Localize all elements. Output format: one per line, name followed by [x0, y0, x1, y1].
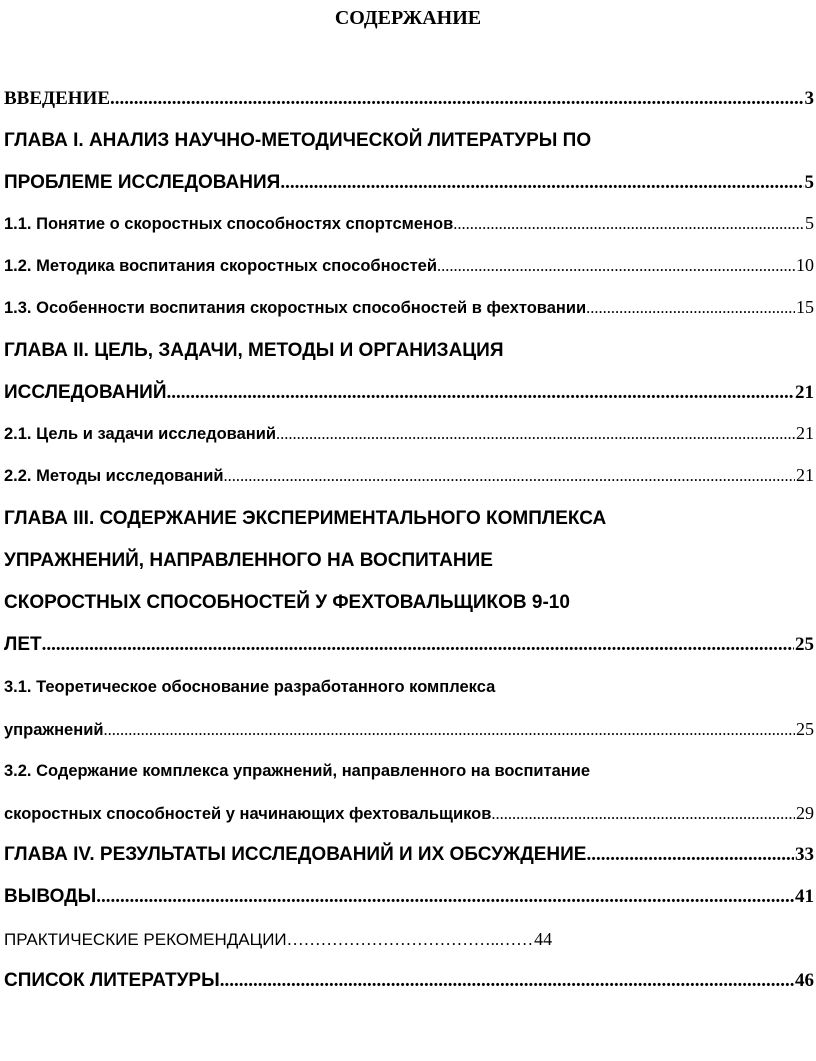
toc-entry-label: 1.3. Особенности воспитания скоростных способностей в фехтовании	[4, 299, 587, 317]
toc-page-number: 46	[795, 970, 814, 991]
toc-entry-chapter-4[interactable]	[4, 840, 814, 872]
toc-entry-label: СПИСОК ЛИТЕРАТУРЫ	[4, 970, 220, 991]
dot-leader	[453, 209, 804, 239]
dot-leader	[42, 630, 794, 660]
toc-page-number: 25	[796, 719, 814, 739]
toc-page-number: 29	[796, 803, 814, 823]
toc-entry-label: ВВЕДЕНИЕ	[4, 88, 110, 109]
toc-entry-label: 1.2. Методика воспитания скоростных способностей	[4, 257, 437, 275]
toc-entry-label: скоростных способностей у начинающих фехтовальщиков	[4, 805, 492, 823]
toc-entry-chapter-2[interactable]	[4, 378, 814, 410]
toc-page-number: 21	[795, 382, 814, 403]
dot-leader	[220, 966, 794, 996]
toc-page-number: 5	[804, 172, 814, 193]
toc-entry-label: ПРАКТИЧЕСКИЕ РЕКОМЕНДАЦИИ	[4, 930, 287, 949]
dot-leader	[280, 168, 803, 198]
toc-chapter-3-title-line-3[interactable]: СКОРОСТНЫХ СПОСОБНОСТЕЙ У ФЕХТОВАЛЬЩИКОВ 9-10	[4, 592, 570, 613]
dot-leader	[491, 799, 795, 829]
toc-entry-1-2[interactable]	[4, 250, 814, 282]
toc-entry-introduction[interactable]	[4, 84, 814, 116]
toc-entry-label: ЛЕТ	[4, 634, 42, 655]
toc-chapter-3-title-line-1[interactable]: ГЛАВА III. СОДЕРЖАНИЕ ЭКСПЕРИМЕНТАЛЬНОГО КОМПЛЕКСА	[4, 508, 607, 529]
toc-entry-label: упражнений	[4, 721, 104, 739]
toc-page-number: 5	[805, 213, 814, 233]
toc-entry-3-2[interactable]	[4, 798, 814, 830]
toc-entry-label: 1.1. Понятие о скоростных способностях спортсменов	[4, 215, 454, 233]
toc-page-number: 21	[796, 465, 814, 485]
toc-page-number: 25	[795, 634, 814, 655]
toc-page-number: 41	[795, 886, 814, 907]
toc-entry-label: 2.1. Цель и задачи исследований	[4, 425, 277, 443]
toc-entry-recommendations[interactable]	[4, 924, 814, 955]
toc-entry-label: ПРОБЛЕМЕ ИССЛЕДОВАНИЯ	[4, 172, 281, 193]
toc-chapter-2-title-line[interactable]: ГЛАВА II. ЦЕЛЬ, ЗАДАЧИ, МЕТОДЫ И ОРГАНИЗАЦИЯ	[4, 340, 504, 361]
dot-leader	[110, 84, 804, 114]
toc-entry-3-1-line[interactable]: 3.1. Теоретическое обоснование разработанного комплекса	[4, 678, 496, 696]
toc-entry-label: ГЛАВА IV. РЕЗУЛЬТАТЫ ИССЛЕДОВАНИЙ И ИХ ОБСУЖДЕНИЕ	[4, 844, 587, 865]
dot-leader	[586, 293, 795, 323]
dot-leader	[96, 882, 794, 912]
toc-page-number: 21	[796, 423, 814, 443]
toc-entry-label: ИССЛЕДОВАНИЙ	[4, 382, 167, 403]
dot-leader	[586, 840, 794, 870]
toc-entry-label: ВЫВОДЫ	[4, 886, 97, 907]
toc-entry-2-1[interactable]	[4, 418, 814, 450]
toc-chapter-3-title-line-2[interactable]: УПРАЖНЕНИЙ, НАПРАВЛЕННОГО НА ВОСПИТАНИЕ	[4, 550, 493, 571]
dot-leader: ………………………………..……	[286, 930, 534, 949]
toc-page-number: 15	[796, 297, 814, 317]
toc-page-number: 33	[795, 844, 814, 865]
toc-page-number: 10	[796, 255, 814, 275]
toc-entry-1-3[interactable]	[4, 292, 814, 324]
dot-leader	[276, 419, 795, 449]
toc-entry-label: 2.2. Методы исследований	[4, 467, 224, 485]
dot-leader	[437, 251, 795, 281]
toc-entry-conclusions[interactable]	[4, 882, 814, 914]
dot-leader	[166, 378, 794, 408]
toc-entry-references[interactable]	[4, 966, 814, 998]
toc-entry-3-2-line[interactable]: 3.2. Содержание комплекса упражнений, направленного на воспитание	[4, 762, 591, 780]
toc-entry-chapter-3[interactable]	[4, 630, 814, 662]
toc-entry-chapter-1[interactable]	[4, 168, 814, 200]
dot-leader	[104, 715, 796, 745]
toc-entry-1-1[interactable]	[4, 208, 814, 240]
toc-chapter-1-title-line[interactable]: ГЛАВА I. АНАЛИЗ НАУЧНО-МЕТОДИЧЕСКОЙ ЛИТЕРАТУРЫ ПО	[4, 130, 592, 151]
page-title: СОДЕРЖАНИЕ	[334, 7, 482, 29]
toc-entry-3-1[interactable]	[4, 714, 814, 746]
toc-page-number: 3	[804, 88, 814, 109]
toc-page-number: 44	[534, 929, 553, 949]
toc-entry-2-2[interactable]	[4, 460, 814, 492]
dot-leader	[224, 461, 795, 491]
